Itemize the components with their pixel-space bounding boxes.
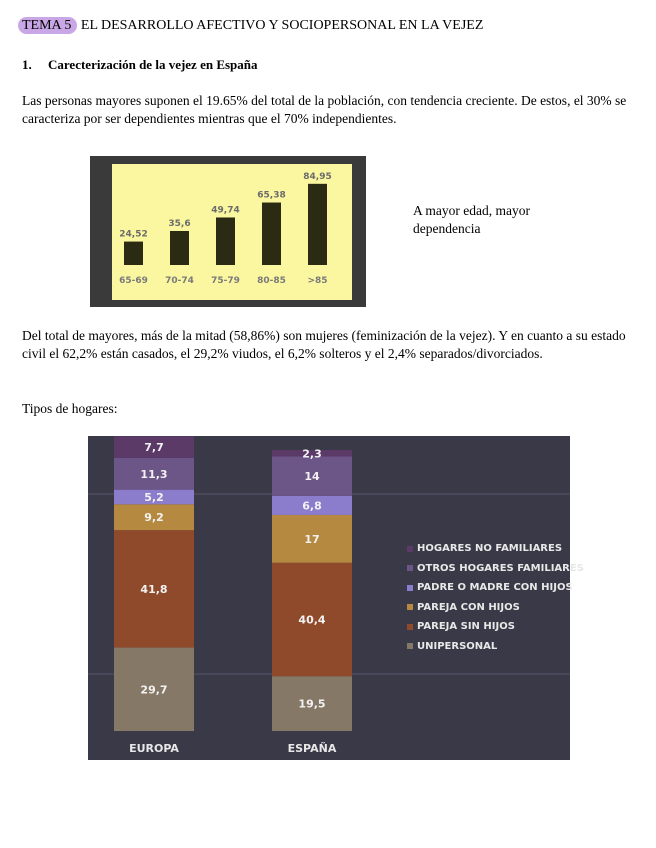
legend-swatch	[407, 624, 413, 630]
legend-swatch	[407, 546, 413, 552]
bar-80-85	[262, 203, 281, 265]
legend-swatch	[407, 565, 413, 571]
households-legend	[407, 539, 584, 656]
x-tick-label: 80-85	[257, 276, 286, 286]
legend-label: UNIPERSONAL	[417, 640, 498, 652]
category-label: EUROPA	[129, 742, 179, 755]
document-title	[18, 18, 483, 34]
dependency-chart-svg	[90, 156, 366, 307]
legend-label: OTROS HOGARES FAMILIARES	[417, 562, 584, 574]
legend-label: PAREJA CON HIJOS	[417, 601, 520, 613]
title-text: EL DESARROLLO AFECTIVO Y SOCIOPERSONAL EN LA VEJEZ	[77, 18, 484, 33]
x-tick-label: 65-69	[119, 276, 148, 286]
legend-swatch	[407, 585, 413, 591]
segment-value-label: 14	[304, 470, 320, 484]
chart-side-note: A mayor edad, mayor dependencia	[413, 203, 530, 236]
bar-70-74	[170, 231, 189, 265]
bar-value-label: 84,95	[303, 171, 332, 182]
paragraph-intro: Las personas mayores suponen el 19.65% del total de la población, con tendencia creciente. De estos, el 30% se caracteriza por ser dependientes mientras que el 70% independientes.	[22, 93, 627, 126]
bar-value-label: 24,52	[119, 229, 148, 240]
legend-item	[407, 637, 584, 657]
paragraph-demographics: Del total de mayores, más de la mitad (58,86%) son mujeres (feminización de la vejez). Y en cuanto a su estado civil el 62,2% están casados, el 29,2% viudos, el 6,2% solteros y el 2,4% separados/divorciados.	[22, 328, 626, 361]
x-tick-label: 70-74	[165, 276, 194, 286]
legend-swatch	[407, 604, 413, 610]
households-chart	[88, 436, 584, 760]
legend-item	[407, 578, 584, 598]
segment-value-label: 19,5	[298, 697, 326, 711]
section-heading	[22, 57, 258, 73]
legend-item	[407, 598, 584, 618]
segment-value-label: 17	[304, 532, 320, 546]
segment-value-label: 5,2	[144, 490, 164, 504]
bar-75-79	[216, 217, 235, 265]
x-tick-label: >85	[307, 276, 328, 286]
segment-value-label: 11,3	[140, 467, 168, 481]
segment-value-label: 9,2	[144, 511, 164, 525]
segment-value-label: 41,8	[140, 582, 168, 596]
legend-swatch	[407, 643, 413, 649]
bar-65-69	[124, 242, 143, 265]
bar-value-label: 35,6	[168, 218, 191, 229]
category-label: ESPAÑA	[287, 742, 337, 755]
segment-value-label: 2,3	[302, 447, 322, 461]
bar-value-label: 49,74	[211, 205, 240, 216]
x-tick-label: 75-79	[211, 276, 240, 286]
topic-tag: TEMA 5	[18, 17, 77, 34]
paragraph-households-label: Tipos de hogares:	[22, 401, 118, 416]
section-title: Carecterización de la vejez en España	[48, 57, 258, 72]
section-number: 1.	[22, 57, 32, 72]
dependency-chart	[90, 156, 366, 307]
segment-value-label: 7,7	[144, 441, 164, 455]
legend-label: PAREJA SIN HIJOS	[417, 621, 515, 633]
segment-value-label: 29,7	[140, 683, 168, 697]
segment-value-label: 6,8	[302, 499, 322, 513]
bar-value-label: 65,38	[257, 190, 286, 201]
legend-label: HOGARES NO FAMILIARES	[417, 543, 563, 555]
bar->85	[308, 184, 327, 265]
segment-value-label: 40,4	[298, 613, 326, 627]
legend-item	[407, 559, 584, 579]
legend-item	[407, 617, 584, 637]
legend-item	[407, 539, 584, 559]
legend-label: PADRE O MADRE CON HIJOS	[417, 582, 573, 594]
